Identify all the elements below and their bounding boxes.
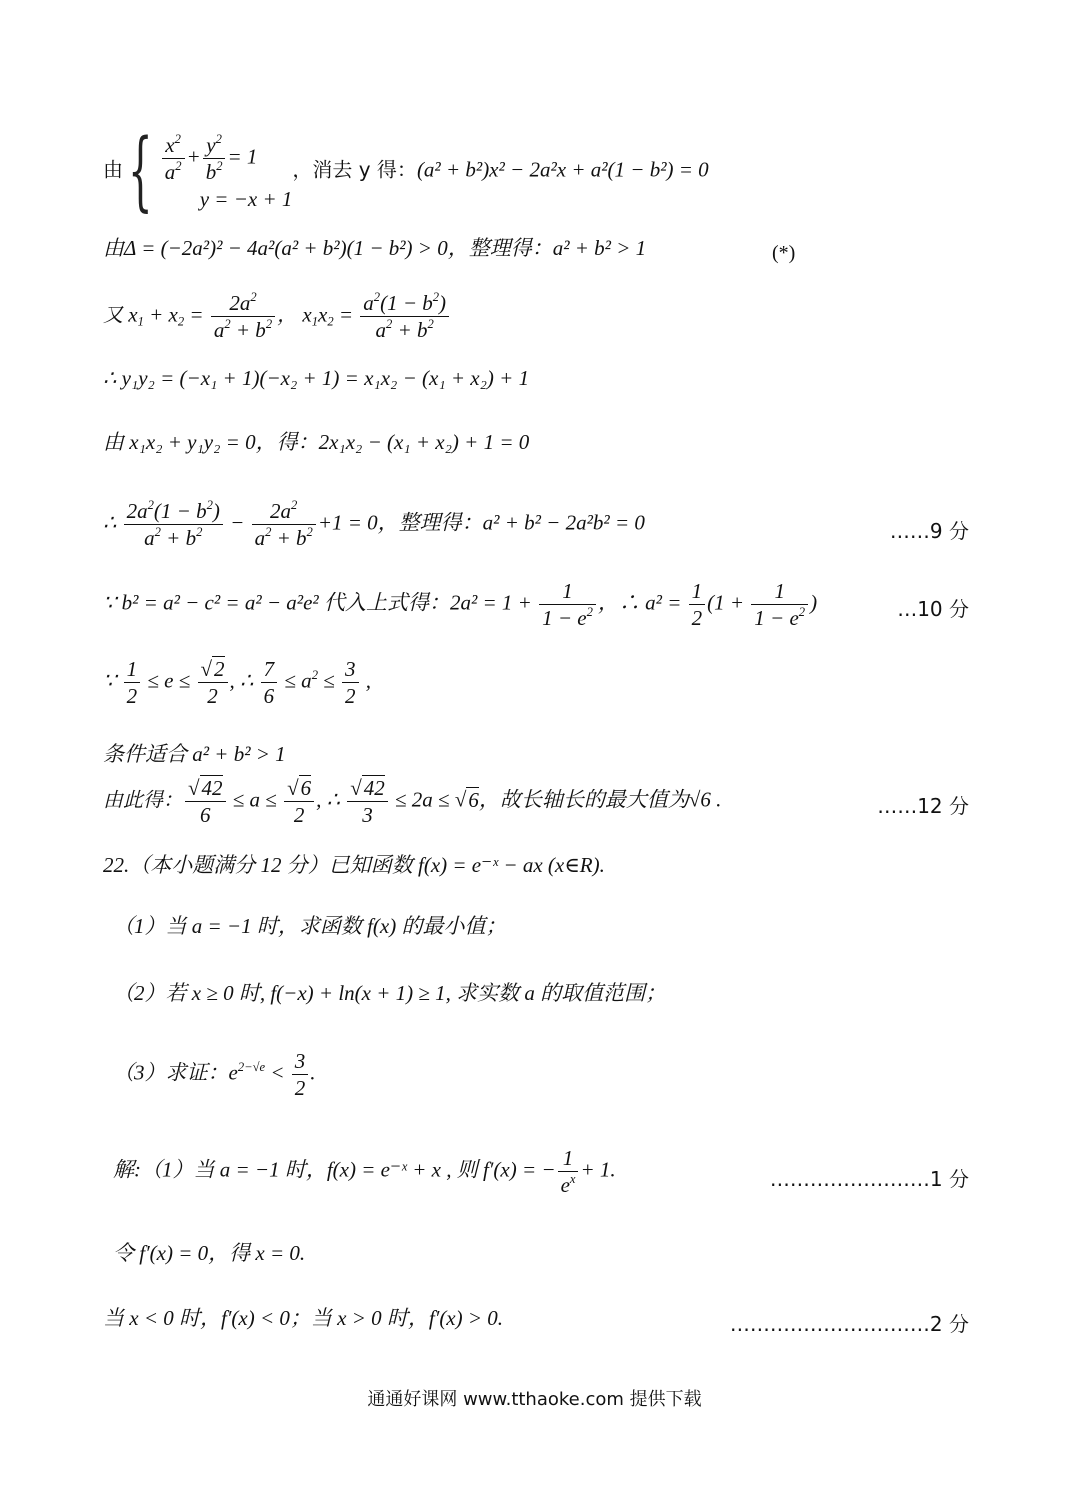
question-22-part2 [113,983,666,1004]
score-12: ……12 分 [877,794,969,818]
vieta-line: 又 $x_1 + x_2$ = $\frac{2a^2}{a^2 + b^2}$ ， $x_1x_2$ = $\frac{a^2(1 - b^2)}{a^2 + b^2}$ [103,290,451,344]
equation-system [123,121,293,221]
solution-head: 解:（1）当 a = −1 时，f(x) = e⁻ˣ + x , 则 f′(x) = − [113,1157,556,1182]
condition-line [103,744,286,765]
score-10: …10 分 [897,597,969,621]
simplify-fraction-2: $\frac{2a^2}{a^2 + b^2}$ [252,498,316,552]
footer: 通通好课网 www.tthaoke.com 提供下载 [367,1389,702,1410]
system-eq-2: y = −x + 1 [199,187,293,212]
solution-3-text: 当 x < 0 时，f′(x) < 0；当 x > 0 时，f′(x) > 0. [103,1306,504,1330]
condition-text: 条件适合 a² + b² > 1 [103,742,286,766]
system-prefix: 由 [103,157,123,182]
system-result: (a² + b²)x² − 2a²x + a²(1 − b²) = 0 [416,157,709,182]
system-eq-1: $\frac{x^2}{a^2}$ + $\frac{y^2}{b^2}$ = 1 [160,132,293,186]
discriminant-line [103,238,646,259]
substitute-fraction: $\frac{1}{1 - e^2}$ [539,578,596,632]
simplify-line: ∴ $\frac{2a^2(1 - b^2)}{a^2 + b^2}$ − $\frac{2a^2}{a^2 + b^2}$ +1 = 0，整理得：a² + b² − 2a²b² = 0 [103,498,645,551]
orthogonal-line [103,432,529,453]
left-brace-icon: { [128,121,153,221]
y-product-text: ∴ y₁y₂ = (−x₁ + 1)(−x₂ + 1) = x₁x₂ − (x₁ + x₂) + 1 [103,366,530,390]
solution-line-2 [113,1243,305,1264]
solution-2-text: 令 f′(x) = 0，得 x = 0. [113,1241,306,1265]
substitute-head: ∵ b² = a² − c² = a² − a²e² 代入上式得：2a² = 1 + [103,590,532,615]
conclusion-head: 由此得： [103,787,183,812]
question-22-part3: （3）求证：$e^{2-√e}$ < $\frac{3}{2}$ . [113,1049,316,1101]
system-line [103,121,709,221]
question-22-text: 22.（本小题满分 12 分）已知函数 f(x) = e⁻ˣ − ax (x∈R). [103,853,605,877]
question-22 [103,855,605,876]
simplify-tail: +1 = 0，整理得：a² + b² − 2a²b² = 0 [317,510,645,535]
vieta-prefix: 又 [103,302,123,327]
orthogonal-text: 由 x₁x₂ + y₁y₂ = 0，得：2x₁x₂ − (x₁ + x₂) + 1 = 0 [103,430,530,454]
range-line: ∵ $\frac{1}{2}$ ≤ e ≤ $\frac{√2}{2}$ , ∴ $\frac{7}{6}$ ≤ $a^2$ ≤ $\frac{3}{2}$ , [103,657,372,709]
score-2: …………………………2 分 [729,1312,969,1336]
simplify-fraction-1: $\frac{2a^2(1 - b^2)}{a^2 + b^2}$ [124,498,223,552]
score-9: ……9 分 [889,519,969,543]
star-mark: (*) [772,242,796,264]
conclusion-line: 由此得： $\frac{√42}{6}$ ≤ a ≤ $\frac{√6}{2}$ , ∴ $\frac{√42}{3}$ ≤ 2a ≤ √6，故长轴长的最大值为√6 . [103,776,722,828]
system-mid-text: ，消去 y 得： [292,157,417,182]
solution-tail: + 1. [580,1157,616,1182]
product-fraction: $\frac{a^2(1 - b^2)}{a^2 + b^2}$ [360,290,449,344]
solution-line-1: 解:（1）当 a = −1 时，f(x) = e⁻ˣ + x , 则 f′(x) = − $\frac{1}{e^x}$ + 1. [113,1146,616,1198]
discriminant-text: 由Δ = (−2a²)² − 4a²(a² + b²)(1 − b²) > 0，整理得：a² + b² > 1 [103,236,647,260]
part1-text: （1）当 a = −1 时，求函数 f(x) 的最小值； [113,914,507,938]
substitute-line: ∵ b² = a² − c² = a² − a²e² 代入上式得：2a² = 1 + $\frac{1}{1 - e^2}$ ，∴ a² = $\frac{1}{2}$ (1 + $\frac{1}{1 - e^2}$ ) [103,579,818,631]
y-product-line [103,368,529,389]
sum-fraction: $\frac{2a^2}{a^2 + b^2}$ [211,290,275,344]
conclusion-tail: ，故长轴长的最大值为√6 . [478,787,722,812]
part3-head: （3）求证：e [113,1060,238,1085]
substitute-mid: ，∴ a² = [597,590,682,615]
score-1: ……………………1 分 [769,1167,969,1191]
part2-text: （2）若 x ≥ 0 时, f(−x) + ln(x + 1) ≥ 1, 求实数 a 的取值范围； [113,981,667,1005]
solution-line-3 [103,1308,503,1329]
question-22-part1 [113,916,506,937]
